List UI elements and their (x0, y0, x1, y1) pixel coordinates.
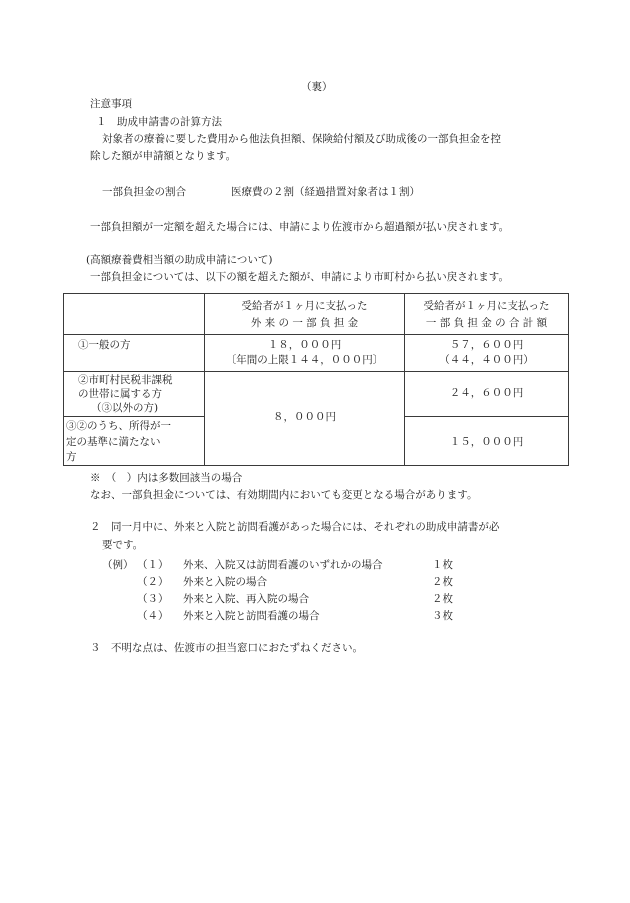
row1-total-limit: ５７，６００円 (449, 339, 524, 351)
example-num: （３） (137, 593, 169, 605)
section2-line1: ２ 同一月中に、外来と入院と訪問看護があった場合には、それぞれの助成申請書が必 (90, 521, 500, 533)
col1-header-line2: 外 来 の 一 部 負 担 金 (250, 317, 359, 329)
burden-ratio-value: 医療費の２割（経過措置対象者は１割） (231, 186, 420, 198)
row1-label: ①一般の方 (78, 339, 131, 351)
row3-label-line2: 定の基準に満たない (66, 436, 161, 448)
example-text: 外来、入院又は訪問看護のいずれかの場合 (183, 559, 383, 571)
merged-outpatient-limit: ８，０００円 (273, 411, 336, 423)
row2-total-limit: ２４，６００円 (449, 387, 524, 399)
example-num: （４） (137, 610, 169, 622)
refund-text: 一部負担額が一定額を超えた場合には、申請により佐渡市から超過額が払い戻されます。 (90, 221, 510, 233)
section1-body-line1: 対象者の療養に要した費用から他法負担額、保険給付額及び助成後の一部負担金を控 (102, 133, 501, 145)
row2-label-line3: （③以外の方) (91, 402, 159, 414)
example-text: 外来と入院と訪問看護の場合 (183, 610, 320, 622)
burden-ratio-label: 一部負担金の割合 (102, 186, 186, 198)
example-count: ２枚 (432, 576, 453, 588)
row3-label-line3: 方 (66, 451, 77, 463)
section3-text: ３ 不明な点は、佐渡市の担当窓口におたずねください。 (90, 642, 363, 654)
row1-multiple-limit: （４４，４００円） (439, 354, 534, 366)
section2-line2: 要です。 (102, 539, 144, 551)
example-label: （例） (102, 559, 134, 571)
example-text: 外来と入院、再入院の場合 (183, 593, 309, 605)
col2-header-line2: 一 部 負 担 金 の 合 計 額 (425, 317, 548, 329)
col2-header-line1: 受給者が１ヶ月に支払った (423, 300, 550, 312)
table-footnote: ※ （ ）内は多数回該当の場合 (90, 472, 243, 484)
row3-label-line1: ③②のうち、所得が一 (66, 420, 171, 432)
example-count: １枚 (432, 559, 453, 571)
row1-outpatient-limit: １８，０００円 (267, 339, 342, 351)
row2-label-line1: ②市町村民税非課税 (78, 374, 173, 386)
change-note: なお、一部負担金については、有効期間内においても変更となる場合があります。 (90, 489, 478, 501)
notes-heading: 注意事項 (90, 98, 132, 110)
example-num: （１） (137, 559, 169, 571)
row3-total-limit: １５，０００円 (449, 436, 524, 448)
section1-heading: １ 助成申請書の計算方法 (96, 116, 222, 128)
high-cost-intro: 一部負担金については、以下の額を超えた額が、申請により市町村から払い戻されます。 (90, 271, 509, 283)
high-cost-heading: (高額療養費相当額の助成申請について) (86, 254, 273, 266)
example-text: 外来と入院の場合 (183, 576, 267, 588)
example-count: ３枚 (432, 610, 453, 622)
copay-limit-table (63, 293, 569, 466)
page-marker: （裏） (301, 81, 333, 93)
section1-body-line2: 除した額が申請額となります。 (90, 150, 237, 162)
row2-label-line2: の世帯に属する方 (78, 388, 162, 400)
col1-header-line1: 受給者が１ヶ月に支払った (241, 300, 368, 312)
row1-annual-limit: 〔年間の上限１４４，０００円〕 (225, 354, 384, 366)
example-num: （２） (137, 576, 169, 588)
example-count: ２枚 (432, 593, 453, 605)
